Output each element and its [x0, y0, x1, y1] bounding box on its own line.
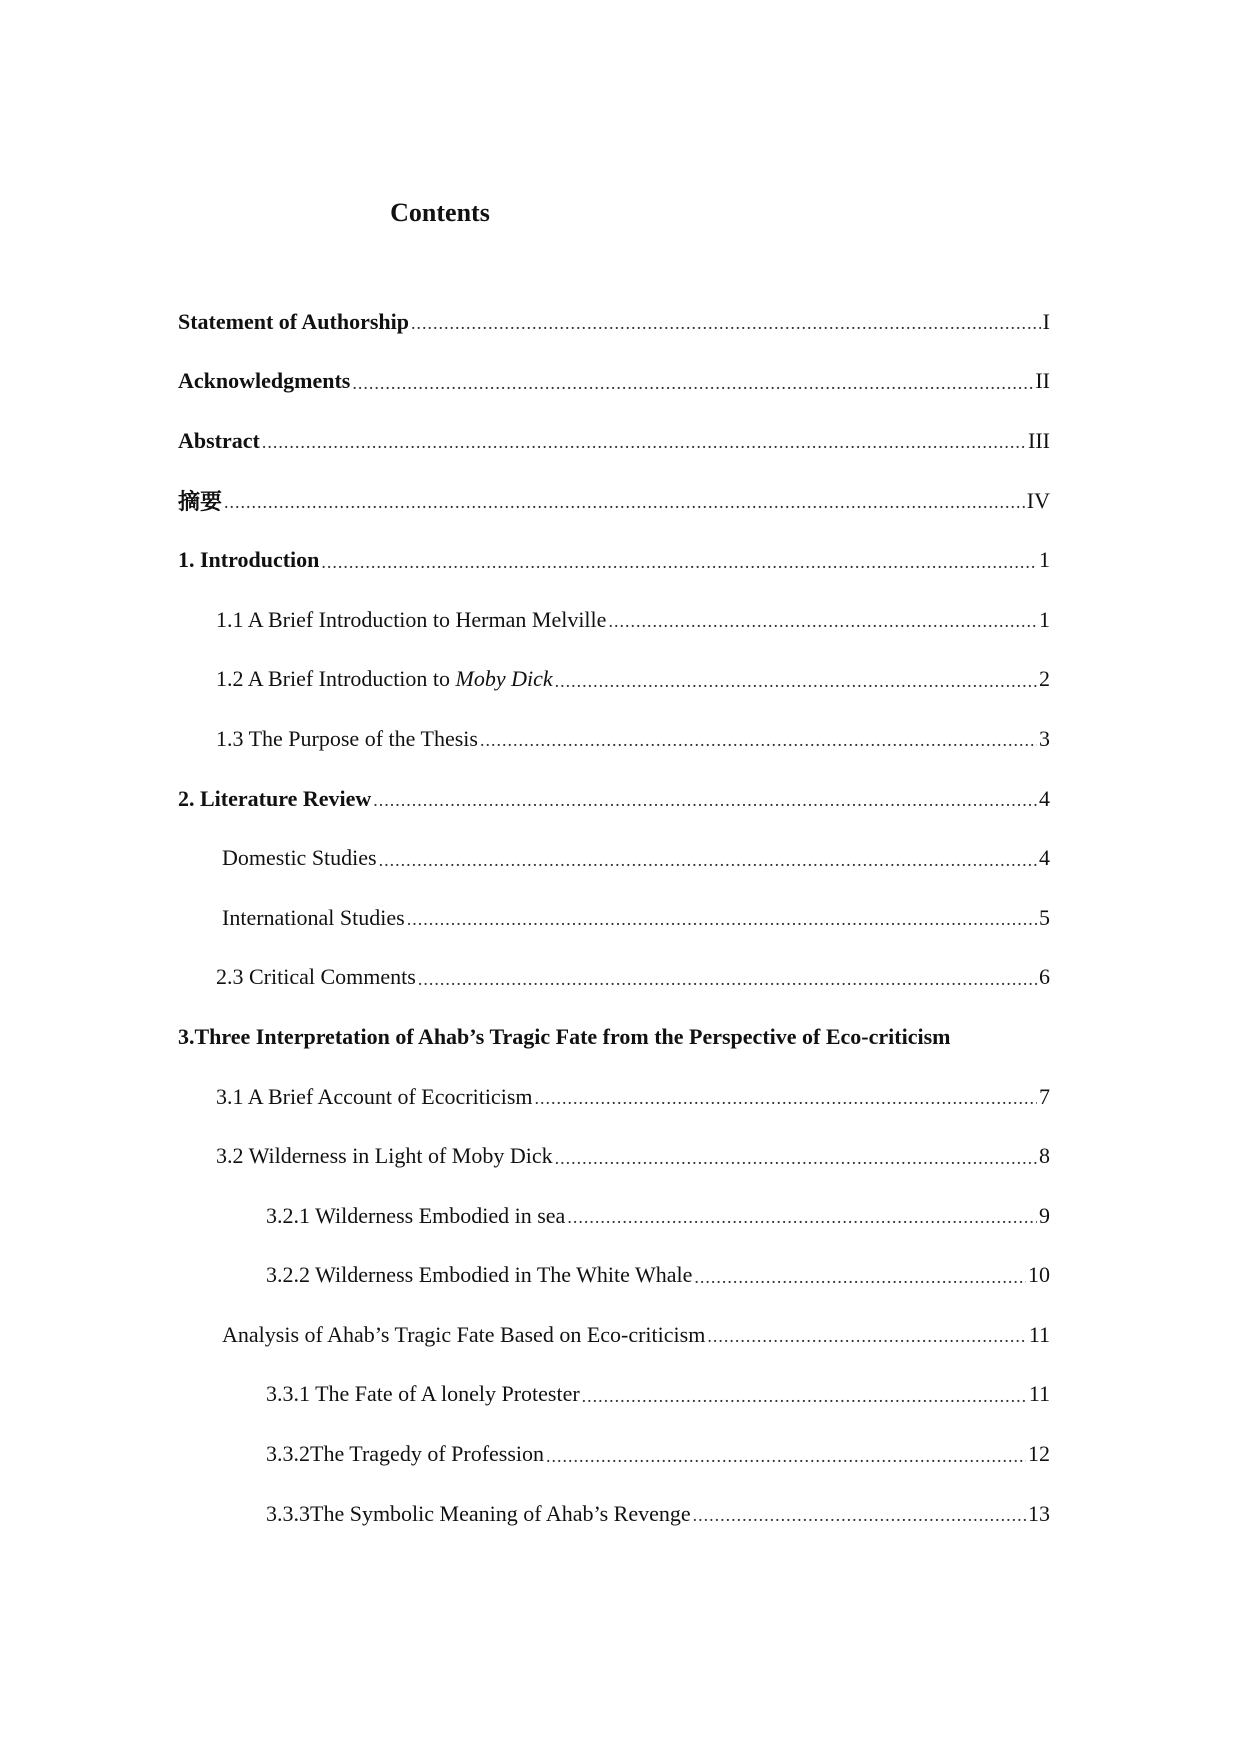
toc-entry-label: Acknowledgments: [178, 368, 351, 394]
toc-list: [178, 292, 1050, 1543]
toc-entry-label: 2.3 Critical Comments: [216, 964, 416, 990]
toc-entry-page: 3: [1039, 725, 1050, 751]
toc-entry-page: 7: [1039, 1083, 1050, 1109]
toc-entry[interactable]: [178, 352, 1050, 412]
toc-title: Contents: [390, 198, 490, 227]
toc-leader-dots: [546, 1446, 1026, 1467]
toc-entry-label: Domestic Studies: [222, 845, 377, 871]
toc-entry-page: 4: [1039, 845, 1050, 871]
toc-entry-page: III: [1028, 427, 1050, 453]
toc-entry[interactable]: [178, 650, 1050, 710]
toc-entry[interactable]: [178, 709, 1050, 769]
toc-leader-dots: [555, 671, 1037, 692]
toc-entry-label: International Studies: [222, 904, 405, 930]
toc-entry-page: 12: [1028, 1441, 1050, 1467]
toc-entry-label: 3.3.3The Symbolic Meaning of Ahab’s Revenge: [266, 1500, 691, 1526]
toc-entry[interactable]: [178, 411, 1050, 471]
toc-entry-label-prefix: 1.2 A Brief Introduction to: [216, 666, 456, 692]
toc-entry-label: 1.3 The Purpose of the Thesis: [216, 725, 478, 751]
toc-entry[interactable]: [178, 948, 1050, 1008]
toc-leader-dots: [693, 1505, 1026, 1526]
toc-leader-dots: [418, 969, 1037, 990]
toc-entry[interactable]: [178, 1484, 1050, 1544]
toc-entry-label: 3.2.2 Wilderness Embodied in The White Whale: [266, 1262, 693, 1288]
toc-entry-label: 2. Literature Review: [178, 785, 372, 811]
toc-entry[interactable]: [178, 292, 1050, 352]
toc-leader-dots: [535, 1088, 1038, 1109]
toc-entry[interactable]: [178, 769, 1050, 829]
toc-leader-dots: [407, 909, 1037, 930]
toc-entry-page: 1: [1039, 606, 1050, 632]
toc-leader-dots: [582, 1386, 1027, 1407]
toc-entry-page: 9: [1039, 1202, 1050, 1228]
toc-entry-page: 11: [1028, 1321, 1050, 1347]
toc-entry[interactable]: [178, 530, 1050, 590]
toc-entry-page: 2: [1039, 666, 1050, 692]
toc-entry-page: 5: [1039, 904, 1050, 930]
toc-entry-page: 13: [1028, 1500, 1050, 1526]
toc-entry-label: Statement of Authorship: [178, 308, 410, 334]
toc-leader-dots: [379, 850, 1037, 871]
toc-entry[interactable]: [178, 1007, 1050, 1067]
toc-entry-label: 3.Three Interpretation of Ahab’s Tragic Fate from the Perspective of Eco-criticism: [178, 1023, 951, 1049]
toc-entry-page: 1: [1039, 547, 1050, 573]
toc-entry-label: 3.2 Wilderness in Light of Moby Dick: [216, 1143, 553, 1169]
toc-leader-dots: [694, 1267, 1026, 1288]
toc-entry-label-italic: Moby Dick: [455, 666, 553, 692]
toc-entry[interactable]: [178, 828, 1050, 888]
toc-entry[interactable]: [178, 471, 1050, 531]
toc-entry-label: 3.3.1 The Fate of A lonely Protester: [266, 1381, 580, 1407]
toc-entry[interactable]: [178, 1305, 1050, 1365]
toc-entry[interactable]: [178, 888, 1050, 948]
toc-entry[interactable]: [178, 1365, 1050, 1425]
toc-entry-page: II: [1035, 368, 1050, 394]
toc-entry[interactable]: [178, 590, 1050, 650]
toc-entry-label: 3.3.2The Tragedy of Profession: [266, 1441, 545, 1467]
toc-entry-page: 4: [1039, 785, 1050, 811]
toc-leader-dots: [352, 373, 1033, 394]
toc-leader-dots: [262, 432, 1026, 453]
toc-entry-label: 摘要: [178, 490, 223, 516]
toc-entry[interactable]: [178, 1424, 1050, 1484]
toc-entry-label: 3.2.1 Wilderness Embodied in sea: [266, 1202, 566, 1228]
toc-entry-page: 8: [1039, 1143, 1050, 1169]
toc-leader-dots: [373, 790, 1037, 811]
toc-entry-page: IV: [1026, 487, 1050, 513]
toc-entry-page: 10: [1028, 1262, 1050, 1288]
toc-leader-dots: [608, 611, 1037, 632]
toc-leader-dots: [480, 730, 1037, 751]
toc-entry-label: Analysis of Ahab’s Tragic Fate Based on Eco-criticism: [222, 1321, 706, 1347]
toc-entry-label: 1. Introduction: [178, 547, 320, 573]
toc-leader-dots: [321, 552, 1037, 573]
toc-entry-label: 1.1 A Brief Introduction to Herman Melville: [216, 606, 607, 632]
toc-leader-dots: [555, 1148, 1037, 1169]
toc-entry-page: I: [1042, 308, 1050, 334]
toc-leader-dots: [567, 1207, 1037, 1228]
toc-entry-label: 3.1 A Brief Account of Ecocriticism: [216, 1083, 533, 1109]
toc-entry-page: 6: [1039, 964, 1050, 990]
toc-leader-dots: [707, 1326, 1026, 1347]
toc-entry[interactable]: [178, 1067, 1050, 1127]
toc-leader-dots: [224, 492, 1025, 513]
toc-leader-dots: [411, 313, 1041, 334]
toc-entry-label: Abstract: [178, 427, 260, 453]
toc-entry[interactable]: [178, 1126, 1050, 1186]
toc-entry[interactable]: [178, 1246, 1050, 1306]
toc-entry-page: 11: [1028, 1381, 1050, 1407]
toc-entry-label: [216, 666, 553, 692]
toc-entry[interactable]: [178, 1186, 1050, 1246]
